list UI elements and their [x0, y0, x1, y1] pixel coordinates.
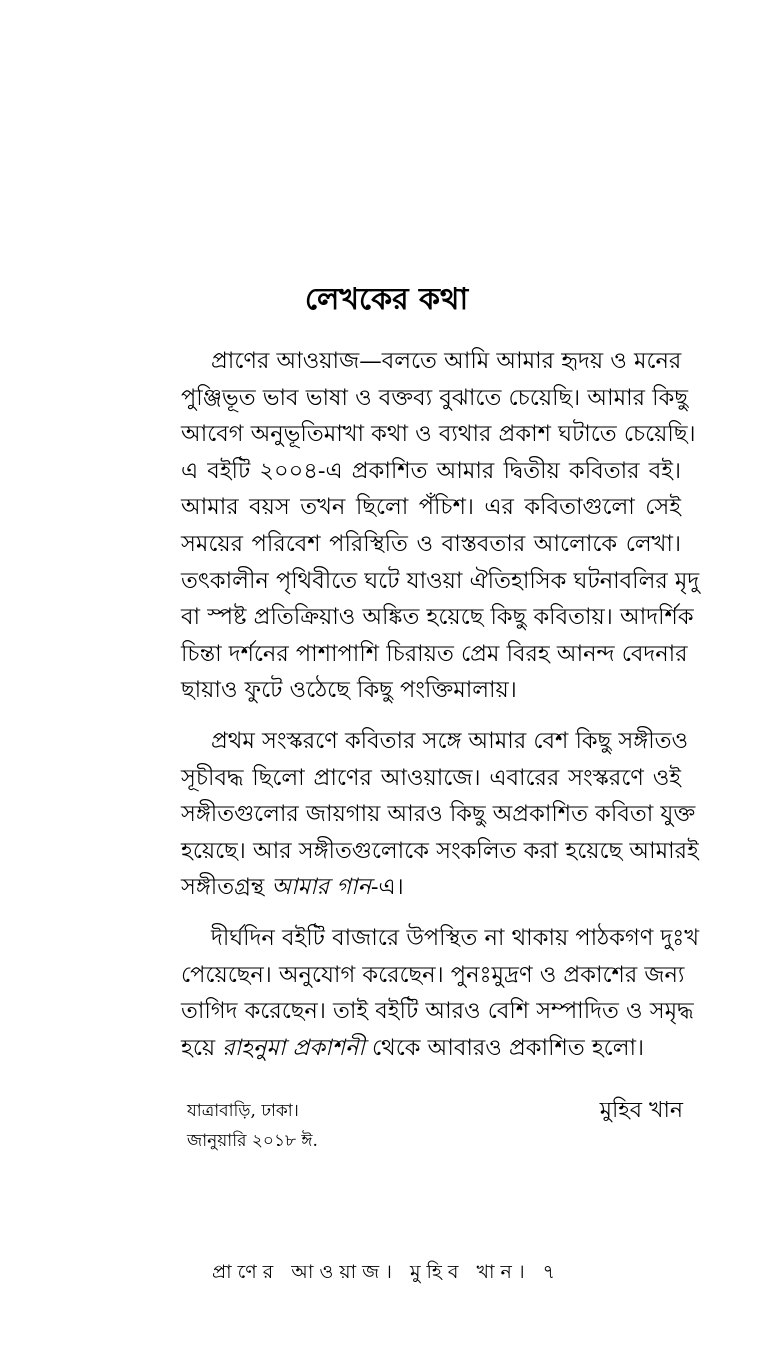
text-line: দীর্ঘদিন বইটি বাজারে উপস্থিত না থাকায় পাঠকগণ দুঃখ — [211, 924, 700, 951]
text-line: পুঞ্জিভূত ভাব ভাষা ও বক্তব্য বুঝাতে চেয়েছি। আমার কিছু — [181, 384, 688, 411]
text-line: প্রথম সংস্করণে কবিতার সঙ্গে আমার বেশ কিছু সঙ্গীতও — [211, 727, 689, 754]
place-text: যাত্রাবাড়ি, ঢাকা। — [187, 1101, 299, 1121]
text-line: হয়েছে। আর সঙ্গীতগুলোকে সংকলিত করা হয়েছে আমারই — [181, 837, 699, 864]
text-line: ছায়াও ফুটে ওঠেছে কিছু পংক্তিমালায়। — [181, 677, 517, 704]
text-fragment: সঙ্গীতগ্রন্থ — [181, 874, 272, 901]
text-line: প্রাণের আওয়াজ—বলতে আমি আমার হৃদয় ও মনের — [211, 348, 682, 374]
preface-body — [181, 343, 700, 1080]
text-line: তৎকালীন পৃথিবীতে ঘটে যাওয়া ঐতিহাসিক ঘটনাবলির মৃদু — [181, 567, 700, 594]
text-fragment: -এ। — [370, 874, 404, 901]
book-title-italic: আমার গান — [271, 874, 371, 901]
text-line — [181, 869, 681, 906]
paragraph-2 — [181, 723, 699, 906]
text-line: চিন্তা দর্শনের পাশাপাশি চিরায়ত প্রেম বিরহ আনন্দ বেদনার — [181, 640, 688, 667]
text-line: সময়ের পরিবেশ পরিস্থিতি ও বাস্তবতার আলোকে লেখা। — [181, 530, 681, 557]
text-line: বা স্পষ্ট প্রতিক্রিয়াও অঙ্কিত হয়েছে কিছু কবিতায়। আদর্শিক — [181, 604, 694, 631]
text-line — [181, 1030, 681, 1067]
paragraph-3 — [181, 920, 700, 1066]
text-line: আমার বয়স তখন ছিলো পঁচিশ। এর কবিতাগুলো সেই — [181, 494, 681, 521]
author-signature: মুহিব খান — [599, 1098, 683, 1123]
paragraph-1 — [181, 343, 700, 709]
text-line: আবেগ অনুভূতিমাখা কথা ও ব্যথার প্রকাশ ঘটাতে চেয়েছি। — [181, 421, 696, 448]
text-line: এ বইটি ২০০৪-এ প্রকাশিত আমার দ্বিতীয় কবিতার বই। — [181, 457, 681, 484]
text-fragment: হয়ে — [181, 1034, 223, 1061]
place-date-block — [187, 1096, 318, 1156]
text-fragment: থেকে আবারও প্রকাশিত হলো। — [364, 1034, 645, 1061]
text-line: পেয়েছেন। অনুযোগ করেছেন। পুনঃমুদ্রণ ও প্রকাশের জন্য — [181, 961, 685, 988]
page-title: লেখকের কথা — [304, 282, 469, 317]
date-text: জানুয়ারি ২০১৮ ঈ. — [187, 1131, 318, 1151]
page-footer: প্রাণের আওয়াজ। মুহিব খান। ৭ — [211, 1261, 562, 1283]
text-line: তাগিদ করেছেন। তাই বইটি আরও বেশি সম্পাদিত ও সমৃদ্ধ — [181, 998, 694, 1025]
text-line: সঙ্গীতগুলোর জায়গায় আরও কিছু অপ্রকাশিত কবিতা যুক্ত — [181, 801, 696, 828]
text-line: সূচীবদ্ধ ছিলো প্রাণের আওয়াজে। এবারের সংস্করণে ওই — [181, 764, 681, 791]
publisher-name-italic: রাহনুমা প্রকাশনী — [222, 1034, 365, 1061]
